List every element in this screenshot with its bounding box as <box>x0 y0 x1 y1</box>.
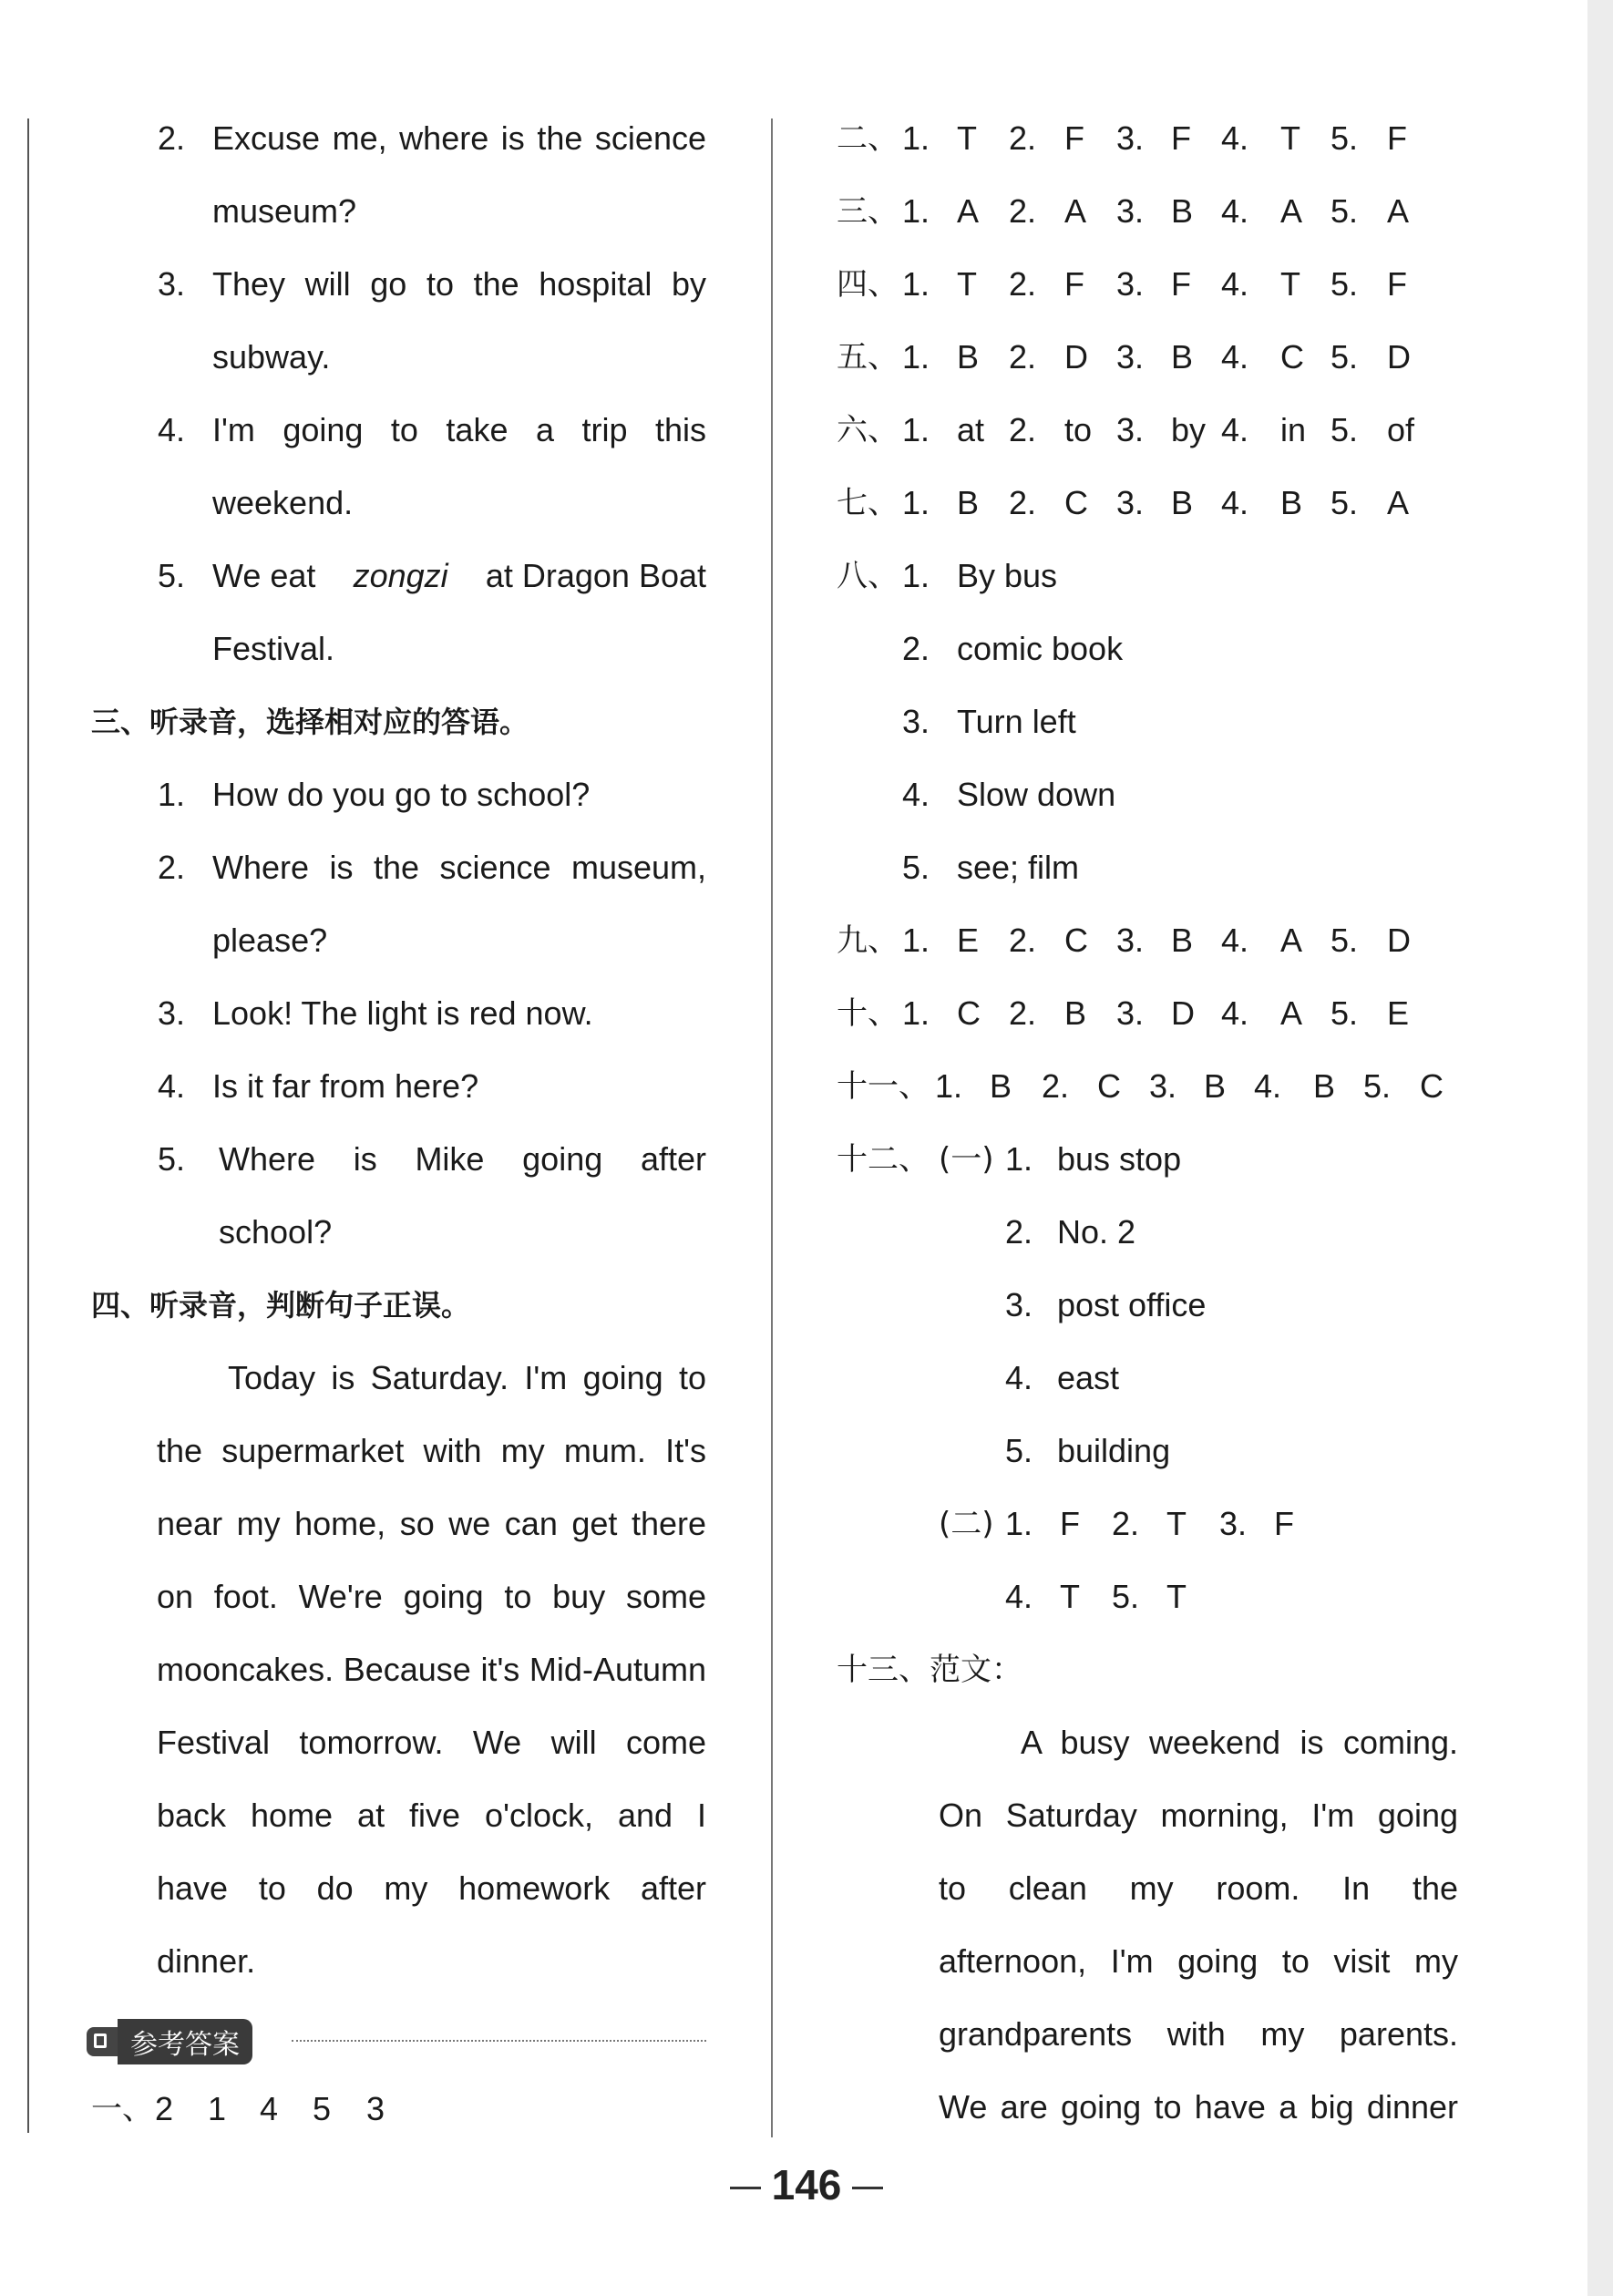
answer-value: F <box>1064 265 1084 303</box>
answer-number: 4. <box>1221 338 1249 376</box>
answer-value: T <box>1166 1578 1187 1615</box>
answer-number: 3. <box>1116 119 1145 157</box>
answer-value: B <box>1204 1067 1227 1105</box>
italic-word: zongzi <box>353 557 448 594</box>
answer-number: 5. <box>1330 921 1359 959</box>
answer-number: 2. <box>1009 119 1037 157</box>
answer-value: 3 <box>366 2090 385 2127</box>
list-item-text <box>212 554 706 598</box>
answer-value: by <box>1171 411 1207 448</box>
paragraph-line: have to do my homework after <box>157 1869 706 1907</box>
answer-value: Slow down <box>957 776 1116 813</box>
list-number: 2. <box>158 849 186 886</box>
answer-value: C <box>1097 1067 1121 1105</box>
answer-number: 4. <box>1221 119 1249 157</box>
answer-number: 2. <box>1009 192 1037 230</box>
answer-value: B <box>1313 1067 1336 1105</box>
list-item-text: Excuse me, where is the science <box>212 119 706 157</box>
answer-number: 3. <box>1116 192 1145 230</box>
answer-number: 3. <box>1116 994 1145 1032</box>
answer-number: 4. <box>1005 1578 1033 1615</box>
page-number-text: 146 <box>771 2161 842 2208</box>
answer-value: post office <box>1057 1286 1207 1323</box>
answer-number: 4. <box>1005 1359 1033 1396</box>
list-number: 5. <box>158 1140 186 1178</box>
sub-part-label: (二) <box>939 1506 994 1542</box>
essay-line: to clean my room. In the <box>939 1869 1458 1907</box>
answer-value: B <box>1171 338 1194 376</box>
answer-value: T <box>1280 119 1300 157</box>
answer-value: bus stop <box>1057 1140 1182 1178</box>
answer-number: 5. <box>1330 411 1359 448</box>
answer-value: A <box>1387 192 1410 230</box>
list-item-text: please? <box>212 921 328 959</box>
answer-number: 1. <box>1005 1140 1033 1178</box>
answer-row-label: 十一、 <box>837 1068 930 1105</box>
answer-value: B <box>957 484 980 521</box>
text-post: at Dragon Boat <box>485 557 706 594</box>
answer-number: 5. <box>1330 994 1359 1032</box>
answer-number: 1. <box>902 338 930 376</box>
answer-number: 3. <box>1116 411 1145 448</box>
answer-row-label: 七、 <box>837 485 899 521</box>
dash-right <box>852 2187 883 2189</box>
answer-value: 5 <box>313 2090 332 2127</box>
answer-value: D <box>1171 994 1195 1032</box>
answer-number: 1. <box>902 411 930 448</box>
answer-value: D <box>1064 338 1088 376</box>
list-item-text: weekend. <box>212 484 354 521</box>
answer-number: 1. <box>902 484 930 521</box>
dotted-separator <box>292 2040 706 2042</box>
answer-number: 2. <box>1005 1213 1033 1251</box>
answer-value: F <box>1064 119 1084 157</box>
answer-row-label: 一、 <box>91 2091 153 2127</box>
answer-number: 4. <box>1254 1067 1282 1105</box>
answer-value: C <box>1064 921 1088 959</box>
answer-number: 1. <box>902 119 930 157</box>
paragraph-line: on foot. We're going to buy some <box>157 1578 706 1615</box>
answer-number: 4. <box>1221 411 1249 448</box>
text-pre: We eat <box>212 557 316 594</box>
answer-value: 2 <box>155 2090 174 2127</box>
answer-number: 3. <box>1149 1067 1177 1105</box>
answer-value: B <box>990 1067 1012 1105</box>
list-item-text: Festival. <box>212 630 335 667</box>
answer-value: D <box>1387 921 1411 959</box>
answer-value: By bus <box>957 557 1058 594</box>
answer-value: A <box>1064 192 1087 230</box>
answer-number: 5. <box>1363 1067 1392 1105</box>
list-item-text: They will go to the hospital by <box>212 265 706 303</box>
answer-number: 3. <box>1116 921 1145 959</box>
answer-number: 3. <box>902 703 930 740</box>
essay-line: We are going to have a big dinner <box>939 2088 1458 2126</box>
answer-value: E <box>957 921 980 959</box>
list-number: 5. <box>158 557 186 594</box>
answer-value: A <box>1280 921 1303 959</box>
answer-value: C <box>1064 484 1088 521</box>
list-item-text: museum? <box>212 192 357 230</box>
answer-value: in <box>1280 411 1307 448</box>
paragraph-line: near my home, so we can get there <box>157 1505 706 1542</box>
answer-number: 4. <box>1221 921 1249 959</box>
answer-number: 2. <box>1009 338 1037 376</box>
answer-value: F <box>1387 119 1407 157</box>
page-edge-shade <box>1587 0 1613 2296</box>
answer-value: T <box>1060 1578 1080 1615</box>
list-number: 2. <box>158 119 186 157</box>
answer-value: T <box>1166 1505 1187 1542</box>
answer-row-label: 十、 <box>837 995 899 1032</box>
answer-value: C <box>1280 338 1304 376</box>
paragraph-line: the supermarket with my mum. It's <box>157 1432 706 1469</box>
answer-number: 1. <box>1005 1505 1033 1542</box>
paragraph-line: back home at five o'clock, and I <box>157 1797 706 1834</box>
answer-value: B <box>1064 994 1087 1032</box>
list-number: 3. <box>158 265 186 303</box>
answer-value: T <box>957 265 977 303</box>
answer-number: 2. <box>1009 411 1037 448</box>
list-item-text: school? <box>219 1213 333 1251</box>
answer-row-label: 四、 <box>837 266 899 303</box>
paragraph-line: dinner. <box>157 1942 256 1980</box>
list-item-text: Where is the science museum, <box>212 849 706 886</box>
list-item-text: How do you go to school? <box>212 776 591 813</box>
answer-number: 1. <box>902 557 930 594</box>
answer-value: Turn left <box>957 703 1076 740</box>
dash-left <box>730 2187 761 2189</box>
answer-value: F <box>1387 265 1407 303</box>
answer-value: E <box>1387 994 1410 1032</box>
essay-line: grandparents with my parents. <box>939 2015 1458 2053</box>
answer-number: 3. <box>1116 484 1145 521</box>
answer-number: 5. <box>1330 265 1359 303</box>
column-divider <box>771 118 773 2137</box>
answer-number: 2. <box>1009 994 1037 1032</box>
answer-row-label: 九、 <box>837 922 899 959</box>
list-item-text: Is it far from here? <box>212 1067 479 1105</box>
answer-row-label: 六、 <box>837 412 899 448</box>
section-heading: 三、听录音，选择相对应的答语。 <box>91 705 529 739</box>
section-heading: 四、听录音，判断句子正误。 <box>91 1288 471 1323</box>
list-item-text: I'm going to take a trip this <box>212 411 706 448</box>
list-number: 1. <box>158 776 186 813</box>
answer-value: to <box>1064 411 1093 448</box>
answer-value: C <box>957 994 981 1032</box>
answer-number: 2. <box>1009 921 1037 959</box>
answer-value: east <box>1057 1359 1120 1396</box>
paragraph-line: mooncakes. Because it's Mid-Autumn <box>157 1651 706 1688</box>
book-icon <box>87 2027 118 2056</box>
answer-value: F <box>1171 265 1191 303</box>
paragraph-line: Today is Saturday. I'm going to <box>228 1359 706 1396</box>
list-item-text: subway. <box>212 338 331 376</box>
answer-value: at <box>957 411 985 448</box>
answer-value: T <box>957 119 977 157</box>
answer-row-label: 三、 <box>837 193 899 230</box>
essay-line: afternoon, I'm going to visit my <box>939 1942 1458 1980</box>
answer-value: 1 <box>208 2090 227 2127</box>
section-heading: 十三、范文： <box>837 1652 1022 1688</box>
answer-number: 1. <box>902 921 930 959</box>
answer-value: D <box>1387 338 1411 376</box>
answer-number: 4. <box>1221 265 1249 303</box>
answer-value: see; film <box>957 849 1080 886</box>
answer-number: 2. <box>902 630 930 667</box>
answer-value: comic book <box>957 630 1124 667</box>
answer-value: A <box>1387 484 1410 521</box>
answer-number: 4. <box>1221 994 1249 1032</box>
answer-number: 4. <box>1221 484 1249 521</box>
answer-number: 3. <box>1116 265 1145 303</box>
left-margin-rule <box>27 118 29 2133</box>
answer-number: 2. <box>1009 484 1037 521</box>
answer-value: B <box>1171 192 1194 230</box>
answer-number: 2. <box>1009 265 1037 303</box>
answer-value: 4 <box>260 2090 279 2127</box>
list-number: 4. <box>158 1067 186 1105</box>
answer-value: of <box>1387 411 1415 448</box>
answer-value: A <box>1280 994 1303 1032</box>
answer-number: 1. <box>902 192 930 230</box>
essay-line: On Saturday morning, I'm going <box>939 1797 1458 1834</box>
answer-number: 5. <box>902 849 930 886</box>
list-number: 4. <box>158 411 186 448</box>
paragraph-line: Festival tomorrow. We will come <box>157 1724 706 1761</box>
answer-number: 4. <box>902 776 930 813</box>
answer-value: A <box>957 192 980 230</box>
answer-value: F <box>1171 119 1191 157</box>
page-number <box>0 2160 1613 2209</box>
answer-number: 1. <box>902 265 930 303</box>
answer-value: A <box>1280 192 1303 230</box>
answer-number: 2. <box>1112 1505 1140 1542</box>
answer-value: C <box>1420 1067 1443 1105</box>
list-number: 3. <box>158 994 186 1032</box>
answer-number: 3. <box>1219 1505 1248 1542</box>
answer-row-label: 二、 <box>837 120 899 157</box>
answer-key-label <box>87 2019 252 2064</box>
answer-key-title: 参考答案 <box>118 2019 252 2064</box>
answer-row-label: 八、 <box>837 558 899 594</box>
answer-number: 3. <box>1116 338 1145 376</box>
essay-line: A busy weekend is coming. <box>1021 1724 1458 1761</box>
answer-row-label: 五、 <box>837 339 899 376</box>
answer-value: B <box>1171 921 1194 959</box>
answer-value: F <box>1274 1505 1294 1542</box>
answer-number: 3. <box>1005 1286 1033 1323</box>
answer-value: No. 2 <box>1057 1213 1136 1251</box>
answer-number: 2. <box>1042 1067 1070 1105</box>
sub-part-label: (一) <box>939 1141 994 1178</box>
answer-value: B <box>1280 484 1303 521</box>
answer-value: building <box>1057 1432 1171 1469</box>
answer-number: 1. <box>902 994 930 1032</box>
answer-number: 4. <box>1221 192 1249 230</box>
answer-number: 5. <box>1330 338 1359 376</box>
answer-row-label: 十二、 <box>837 1141 930 1178</box>
answer-number: 5. <box>1330 484 1359 521</box>
answer-number: 5. <box>1330 192 1359 230</box>
answer-number: 1. <box>935 1067 963 1105</box>
answer-number: 5. <box>1005 1432 1033 1469</box>
answer-value: B <box>957 338 980 376</box>
answer-value: F <box>1060 1505 1080 1542</box>
list-item-text: Look! The light is red now. <box>212 994 593 1032</box>
answer-value: T <box>1280 265 1300 303</box>
answer-number: 5. <box>1330 119 1359 157</box>
answer-value: B <box>1171 484 1194 521</box>
list-item-text: Where is Mike going after <box>219 1140 706 1178</box>
answer-number: 5. <box>1112 1578 1140 1615</box>
